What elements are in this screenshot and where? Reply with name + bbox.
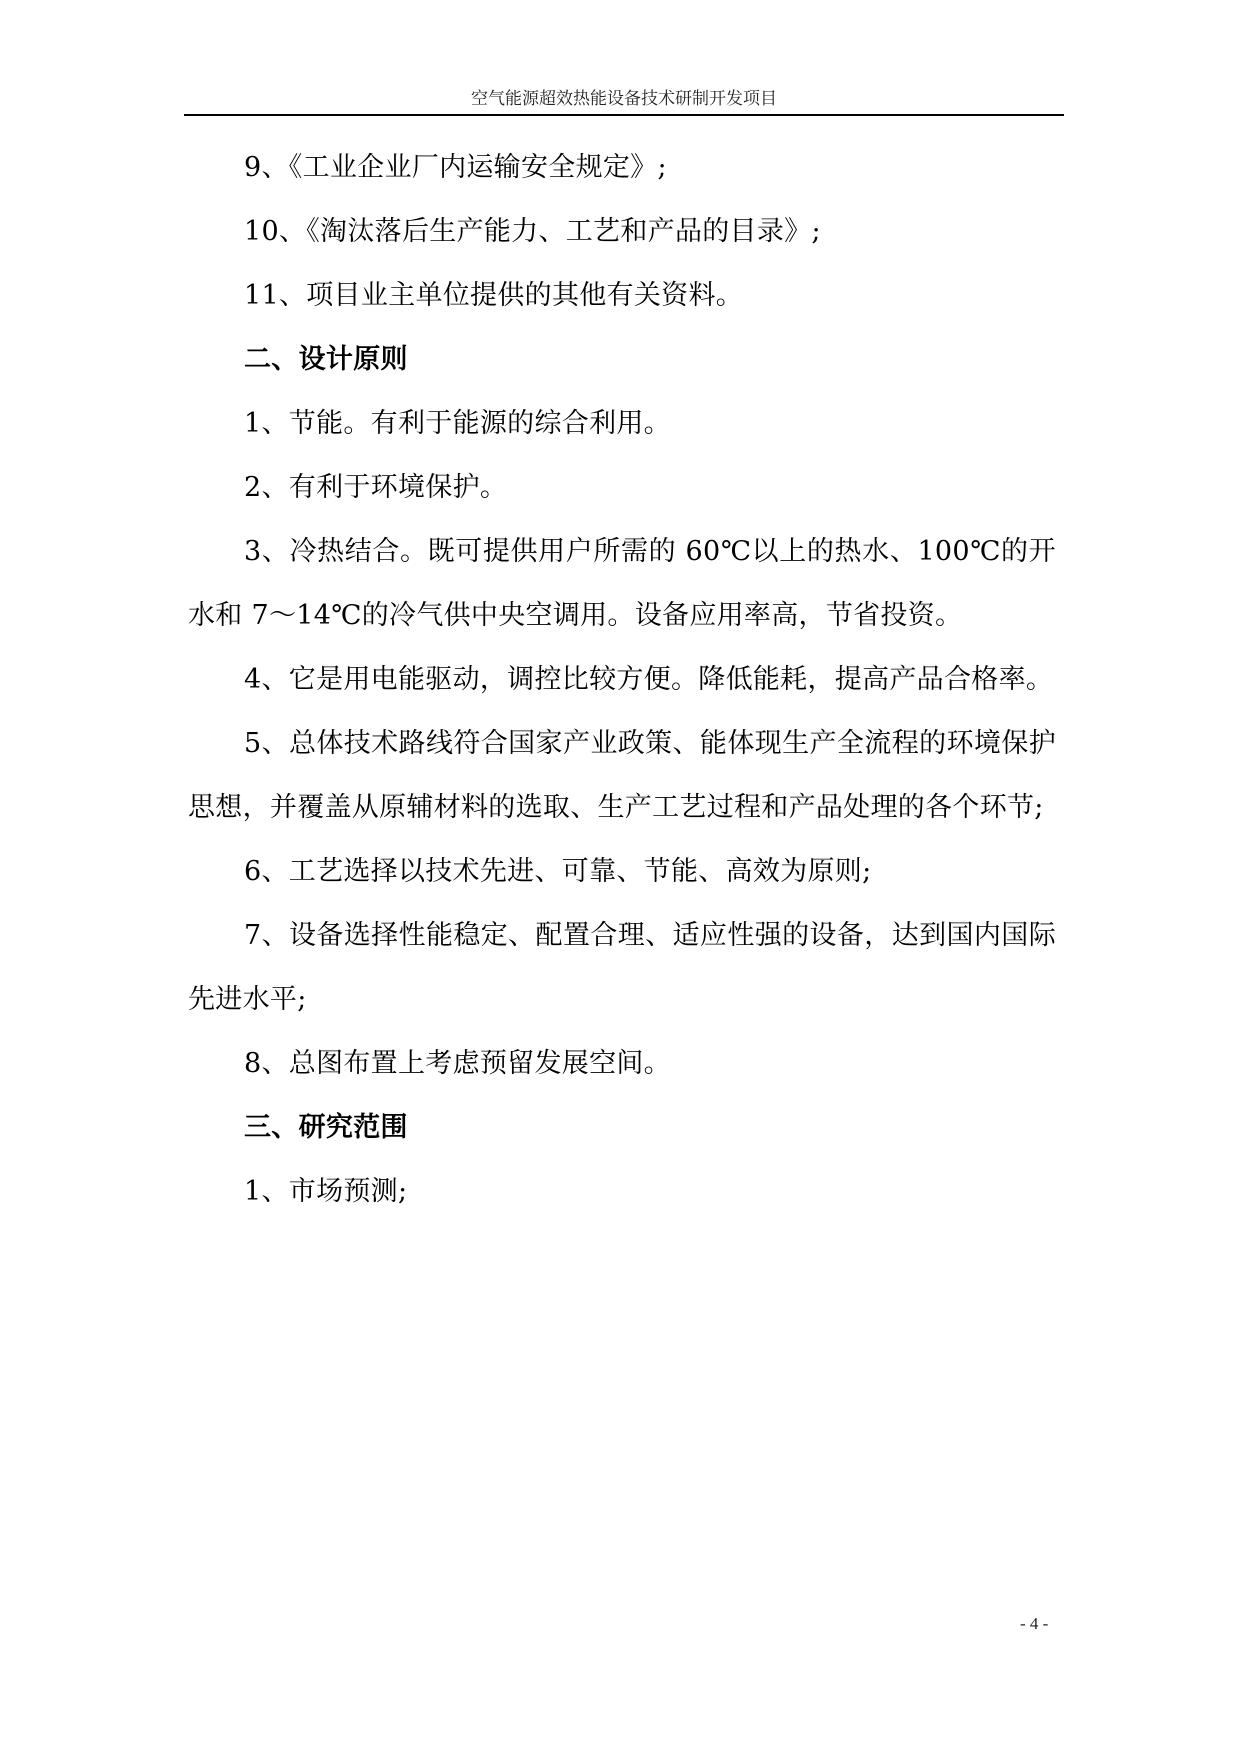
- principle-item-4: 4、它是用电能驱动，调控比较方便。降低能耗，提高产品合格率。: [244, 664, 1054, 695]
- page-header-title: 空气能源超效热能设备技术研制开发项目: [471, 89, 777, 109]
- principle-item-1: 1、节能。有利于能源的综合利用。: [244, 408, 671, 439]
- reference-item-9: 9、《工业企业厂内运输安全规定》;: [244, 152, 667, 183]
- page-number: - 4 -: [1020, 1614, 1049, 1633]
- principle-item-5: 5、总体技术路线符合国家产业政策、能体现生产全流程的环境保护思想，并覆盖从原辅材料的选取、生产工艺过程和产品处理的各个环节;: [188, 728, 1056, 823]
- scope-item-1: 1、市场预测;: [244, 1176, 408, 1207]
- principle-item-8: 8、总图布置上考虑预留发展空间。: [244, 1048, 671, 1079]
- principle-item-7: 7、设备选择性能稳定、配置合理、适应性强的设备，达到国内国际先进水平;: [188, 920, 1056, 1015]
- reference-item-10: 10、《淘汰落后生产能力、工艺和产品的目录》;: [244, 216, 821, 247]
- section-heading-research-scope: 三、研究范围: [244, 1112, 408, 1143]
- section-heading-design-principles: 二、设计原则: [244, 344, 408, 375]
- principle-item-3: 3、冷热结合。既可提供用户所需的 60℃以上的热水、100℃的开水和 7～14℃的冷气供中央空调用。设备应用率高，节省投资。: [188, 536, 1056, 631]
- principle-item-6: 6、工艺选择以技术先进、可靠、节能、高效为原则;: [244, 856, 872, 887]
- document-body: [188, 136, 1056, 1224]
- principle-item-2: 2、有利于环境保护。: [244, 472, 508, 503]
- reference-item-11: 11、项目业主单位提供的其他有关资料。: [244, 280, 744, 311]
- header-divider: [184, 114, 1064, 116]
